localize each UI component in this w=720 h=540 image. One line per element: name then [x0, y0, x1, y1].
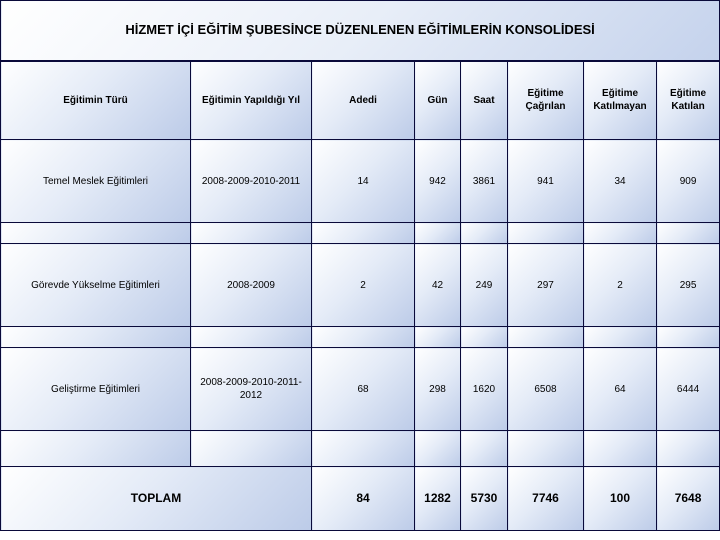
- total-gun: 1282: [415, 467, 461, 531]
- header-katilmayan-line2: Katılmayan: [593, 101, 647, 113]
- spacer-cell: [461, 431, 508, 467]
- total-adedi: 84: [312, 467, 415, 531]
- cell-cagrilan: 297: [508, 244, 584, 327]
- header-katilan-line1: Eğitime: [669, 88, 707, 100]
- table-row: [1, 348, 720, 431]
- cell-yil: 2008-2009: [191, 244, 312, 327]
- spacer-cell: [312, 431, 415, 467]
- table-row: [1, 244, 720, 327]
- header-saat: Saat: [461, 61, 508, 140]
- cell-egitim-turu: Görevde Yükselme Eğitimleri: [1, 244, 191, 327]
- header-egitime-katilan: [657, 61, 720, 140]
- header-egitime-cagrilan: [508, 61, 584, 140]
- spacer-cell: [461, 223, 508, 244]
- spacer-cell: [508, 431, 584, 467]
- cell-katilmayan: 34: [584, 140, 657, 223]
- cell-katilan: 6444: [657, 348, 720, 431]
- total-label: TOPLAM: [1, 467, 312, 531]
- spacer-cell: [415, 431, 461, 467]
- cell-cagrilan: 941: [508, 140, 584, 223]
- spacer-cell: [191, 431, 312, 467]
- table-title: HİZMET İÇİ EĞİTİM ŞUBESİNCE DÜZENLENEN EĞİTİMLERİN KONSOLİDESİ: [1, 1, 720, 61]
- spacer-row: [1, 327, 720, 348]
- cell-yil: 2008-2009-2010-2011: [191, 140, 312, 223]
- cell-cagrilan: 6508: [508, 348, 584, 431]
- header-katilmayan-line1: Eğitime: [601, 88, 639, 100]
- spacer-cell: [657, 223, 720, 244]
- cell-katilan: 295: [657, 244, 720, 327]
- header-adedi: Adedi: [312, 61, 415, 140]
- cell-gun: 42: [415, 244, 461, 327]
- header-cagrilan-line2: Çağrılan: [525, 101, 566, 113]
- spacer-cell: [312, 223, 415, 244]
- header-gun: Gün: [415, 61, 461, 140]
- spacer-cell: [1, 327, 191, 348]
- spacer-cell: [657, 327, 720, 348]
- spacer-cell: [415, 327, 461, 348]
- total-row: [1, 467, 720, 531]
- spacer-cell: [1, 431, 191, 467]
- spacer-cell: [1, 223, 191, 244]
- spacer-cell: [584, 327, 657, 348]
- cell-katilan: 909: [657, 140, 720, 223]
- title-row: [1, 1, 720, 61]
- spacer-cell: [584, 431, 657, 467]
- header-row: [1, 61, 720, 140]
- cell-adedi: 68: [312, 348, 415, 431]
- cell-saat: 249: [461, 244, 508, 327]
- cell-gun: 942: [415, 140, 461, 223]
- spacer-row: [1, 431, 720, 467]
- header-cagrilan-line1: Eğitime: [527, 88, 564, 100]
- spacer-cell: [415, 223, 461, 244]
- spacer-cell: [312, 327, 415, 348]
- cell-egitim-turu: Geliştirme Eğitimleri: [1, 348, 191, 431]
- spacer-cell: [508, 327, 584, 348]
- cell-saat: 3861: [461, 140, 508, 223]
- cell-yil: 2008-2009-2010-2011-2012: [191, 348, 312, 431]
- header-egitime-katilmayan: [584, 61, 657, 140]
- cell-katilmayan: 64: [584, 348, 657, 431]
- header-egitim-turu: Eğitimin Türü: [1, 61, 191, 140]
- cell-katilmayan: 2: [584, 244, 657, 327]
- cell-adedi: 2: [312, 244, 415, 327]
- total-katilan: 7648: [657, 467, 720, 531]
- cell-adedi: 14: [312, 140, 415, 223]
- header-katilan-line2: Katılan: [671, 101, 705, 113]
- spacer-cell: [191, 223, 312, 244]
- spacer-cell: [584, 223, 657, 244]
- header-yapildigi-yil: Eğitimin Yapıldığı Yıl: [191, 61, 312, 140]
- spacer-cell: [657, 431, 720, 467]
- cell-gun: 298: [415, 348, 461, 431]
- spacer-row: [1, 223, 720, 244]
- cell-saat: 1620: [461, 348, 508, 431]
- total-cagrilan: 7746: [508, 467, 584, 531]
- spacer-cell: [508, 223, 584, 244]
- total-saat: 5730: [461, 467, 508, 531]
- spacer-cell: [461, 327, 508, 348]
- spacer-cell: [191, 327, 312, 348]
- total-katilmayan: 100: [584, 467, 657, 531]
- table-row: [1, 140, 720, 223]
- cell-egitim-turu: Temel Meslek Eğitimleri: [1, 140, 191, 223]
